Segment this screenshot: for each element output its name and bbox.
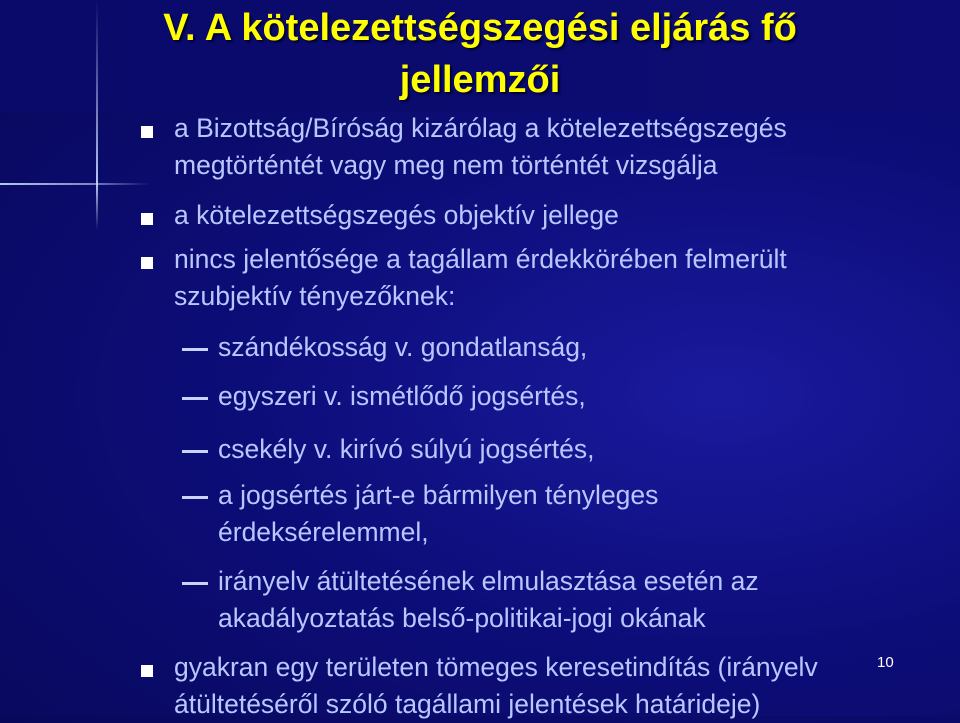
square-bullet-icon xyxy=(141,665,153,677)
sub-item-text: a jogsértés járt-e bármilyen tényleges xyxy=(218,480,659,510)
sub-item xyxy=(138,378,938,415)
slide-number: 10 xyxy=(877,654,894,671)
bullet-text: megtörténtét vagy meg nem történtét vizsgálja xyxy=(174,150,718,180)
dash-bullet-icon xyxy=(182,582,208,585)
sub-item-text: akadályoztatás belső-politikai-jogi okának xyxy=(218,603,706,633)
bullet-item xyxy=(138,241,938,315)
sub-item xyxy=(138,431,938,468)
sub-item-text: csekély v. kirívó súlyú jogsértés, xyxy=(218,434,595,464)
bullet-item xyxy=(138,110,938,184)
dash-bullet-icon xyxy=(182,348,208,351)
sub-item xyxy=(138,477,938,551)
bullet-item xyxy=(138,197,938,234)
decorative-horizontal-line xyxy=(0,183,150,185)
sub-item-text: szándékosság v. gondatlanság, xyxy=(218,332,588,362)
sub-item-text: érdeksérelemmel, xyxy=(218,517,429,547)
slide-title-line1: V. A kötelezettségszegési eljárás fő xyxy=(163,7,797,49)
dash-bullet-icon xyxy=(182,397,208,400)
bullet-text: átültetéséről szóló tagállami jelentések határideje) xyxy=(174,689,761,719)
slide-body xyxy=(138,110,938,723)
bullet-text: gyakran egy területen tömeges keresetindítás (irányelv xyxy=(174,652,818,682)
bullet-text: nincs jelentősége a tagállam érdekkörében felmerült xyxy=(174,244,787,274)
slide-title-line2: jellemzői xyxy=(399,59,561,101)
square-bullet-icon xyxy=(141,213,153,225)
square-bullet-icon xyxy=(141,126,153,138)
dash-bullet-icon xyxy=(182,496,208,499)
bullet-text: a kötelezettségszegés objektív jellege xyxy=(174,200,619,230)
dash-bullet-icon xyxy=(182,450,208,453)
bullet-text: szubjektív tényezőknek: xyxy=(174,281,456,311)
bullet-item xyxy=(138,649,938,723)
square-bullet-icon xyxy=(141,257,153,269)
sub-item xyxy=(138,329,938,366)
sub-item-text: irányelv átültetésének elmulasztása esetén az xyxy=(218,566,759,596)
sub-item xyxy=(138,563,938,637)
slide-title xyxy=(0,2,960,106)
sub-item-text: egyszeri v. ismétlődő jogsértés, xyxy=(218,381,586,411)
bullet-text: a Bizottság/Bíróság kizárólag a kötelezettségszegés xyxy=(174,113,787,143)
